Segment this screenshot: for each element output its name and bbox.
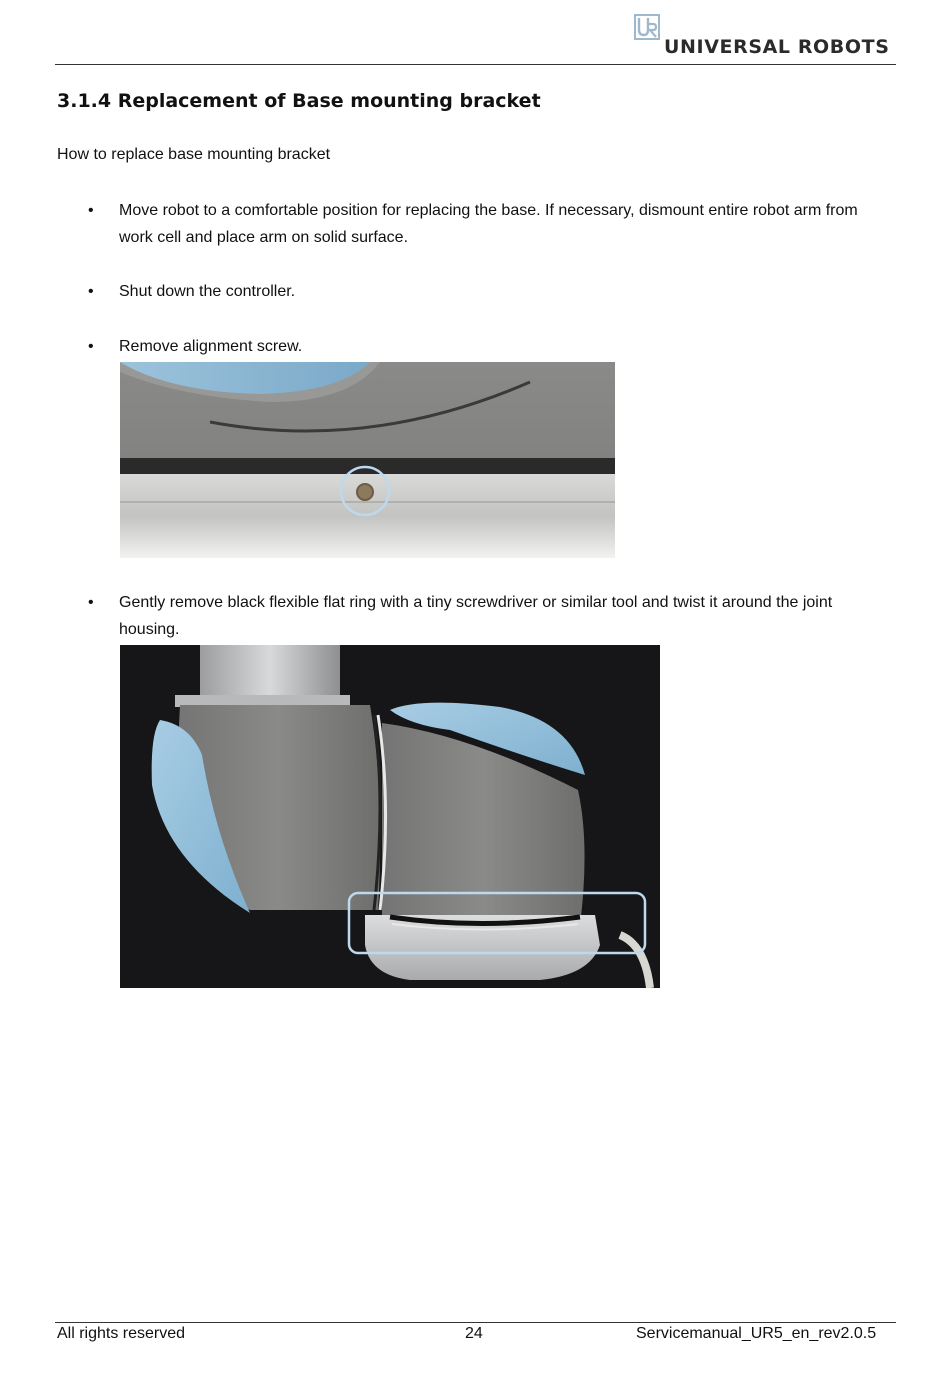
logo-text: UNIVERSAL ROBOTS — [664, 36, 890, 58]
alignment-screw-photo — [120, 362, 615, 558]
universal-robots-logo — [634, 14, 894, 60]
header-divider — [55, 64, 896, 65]
ur-logo-mark-icon — [634, 14, 660, 40]
bullet-text: Remove alignment screw. — [119, 338, 303, 355]
bullet-marker: • — [88, 202, 94, 219]
bullet-text: Shut down the controller. — [119, 283, 296, 300]
bullet-text: Gently remove black flexible flat ring with a tiny screwdriver or similar tool and twist it around the joint housing. — [119, 594, 833, 638]
footer-document-id: Servicemanual_UR5_en_rev2.0.5 — [636, 1325, 877, 1342]
page-number: 24 — [465, 1325, 483, 1342]
bullet-marker: • — [88, 594, 94, 611]
footer-rights: All rights reserved — [57, 1325, 186, 1342]
intro-text: How to replace base mounting bracket — [57, 146, 331, 163]
joint-housing-photo — [120, 645, 660, 988]
bullet-marker: • — [88, 338, 94, 355]
footer-divider — [55, 1322, 896, 1323]
bullet-marker: • — [88, 283, 94, 300]
section-title: 3.1.4 Replacement of Base mounting bracket — [57, 90, 541, 112]
bullet-text: Move robot to a comfortable position for replacing the base. If necessary, dismount entire robot arm from work cell and place arm on solid surface. — [119, 202, 858, 246]
